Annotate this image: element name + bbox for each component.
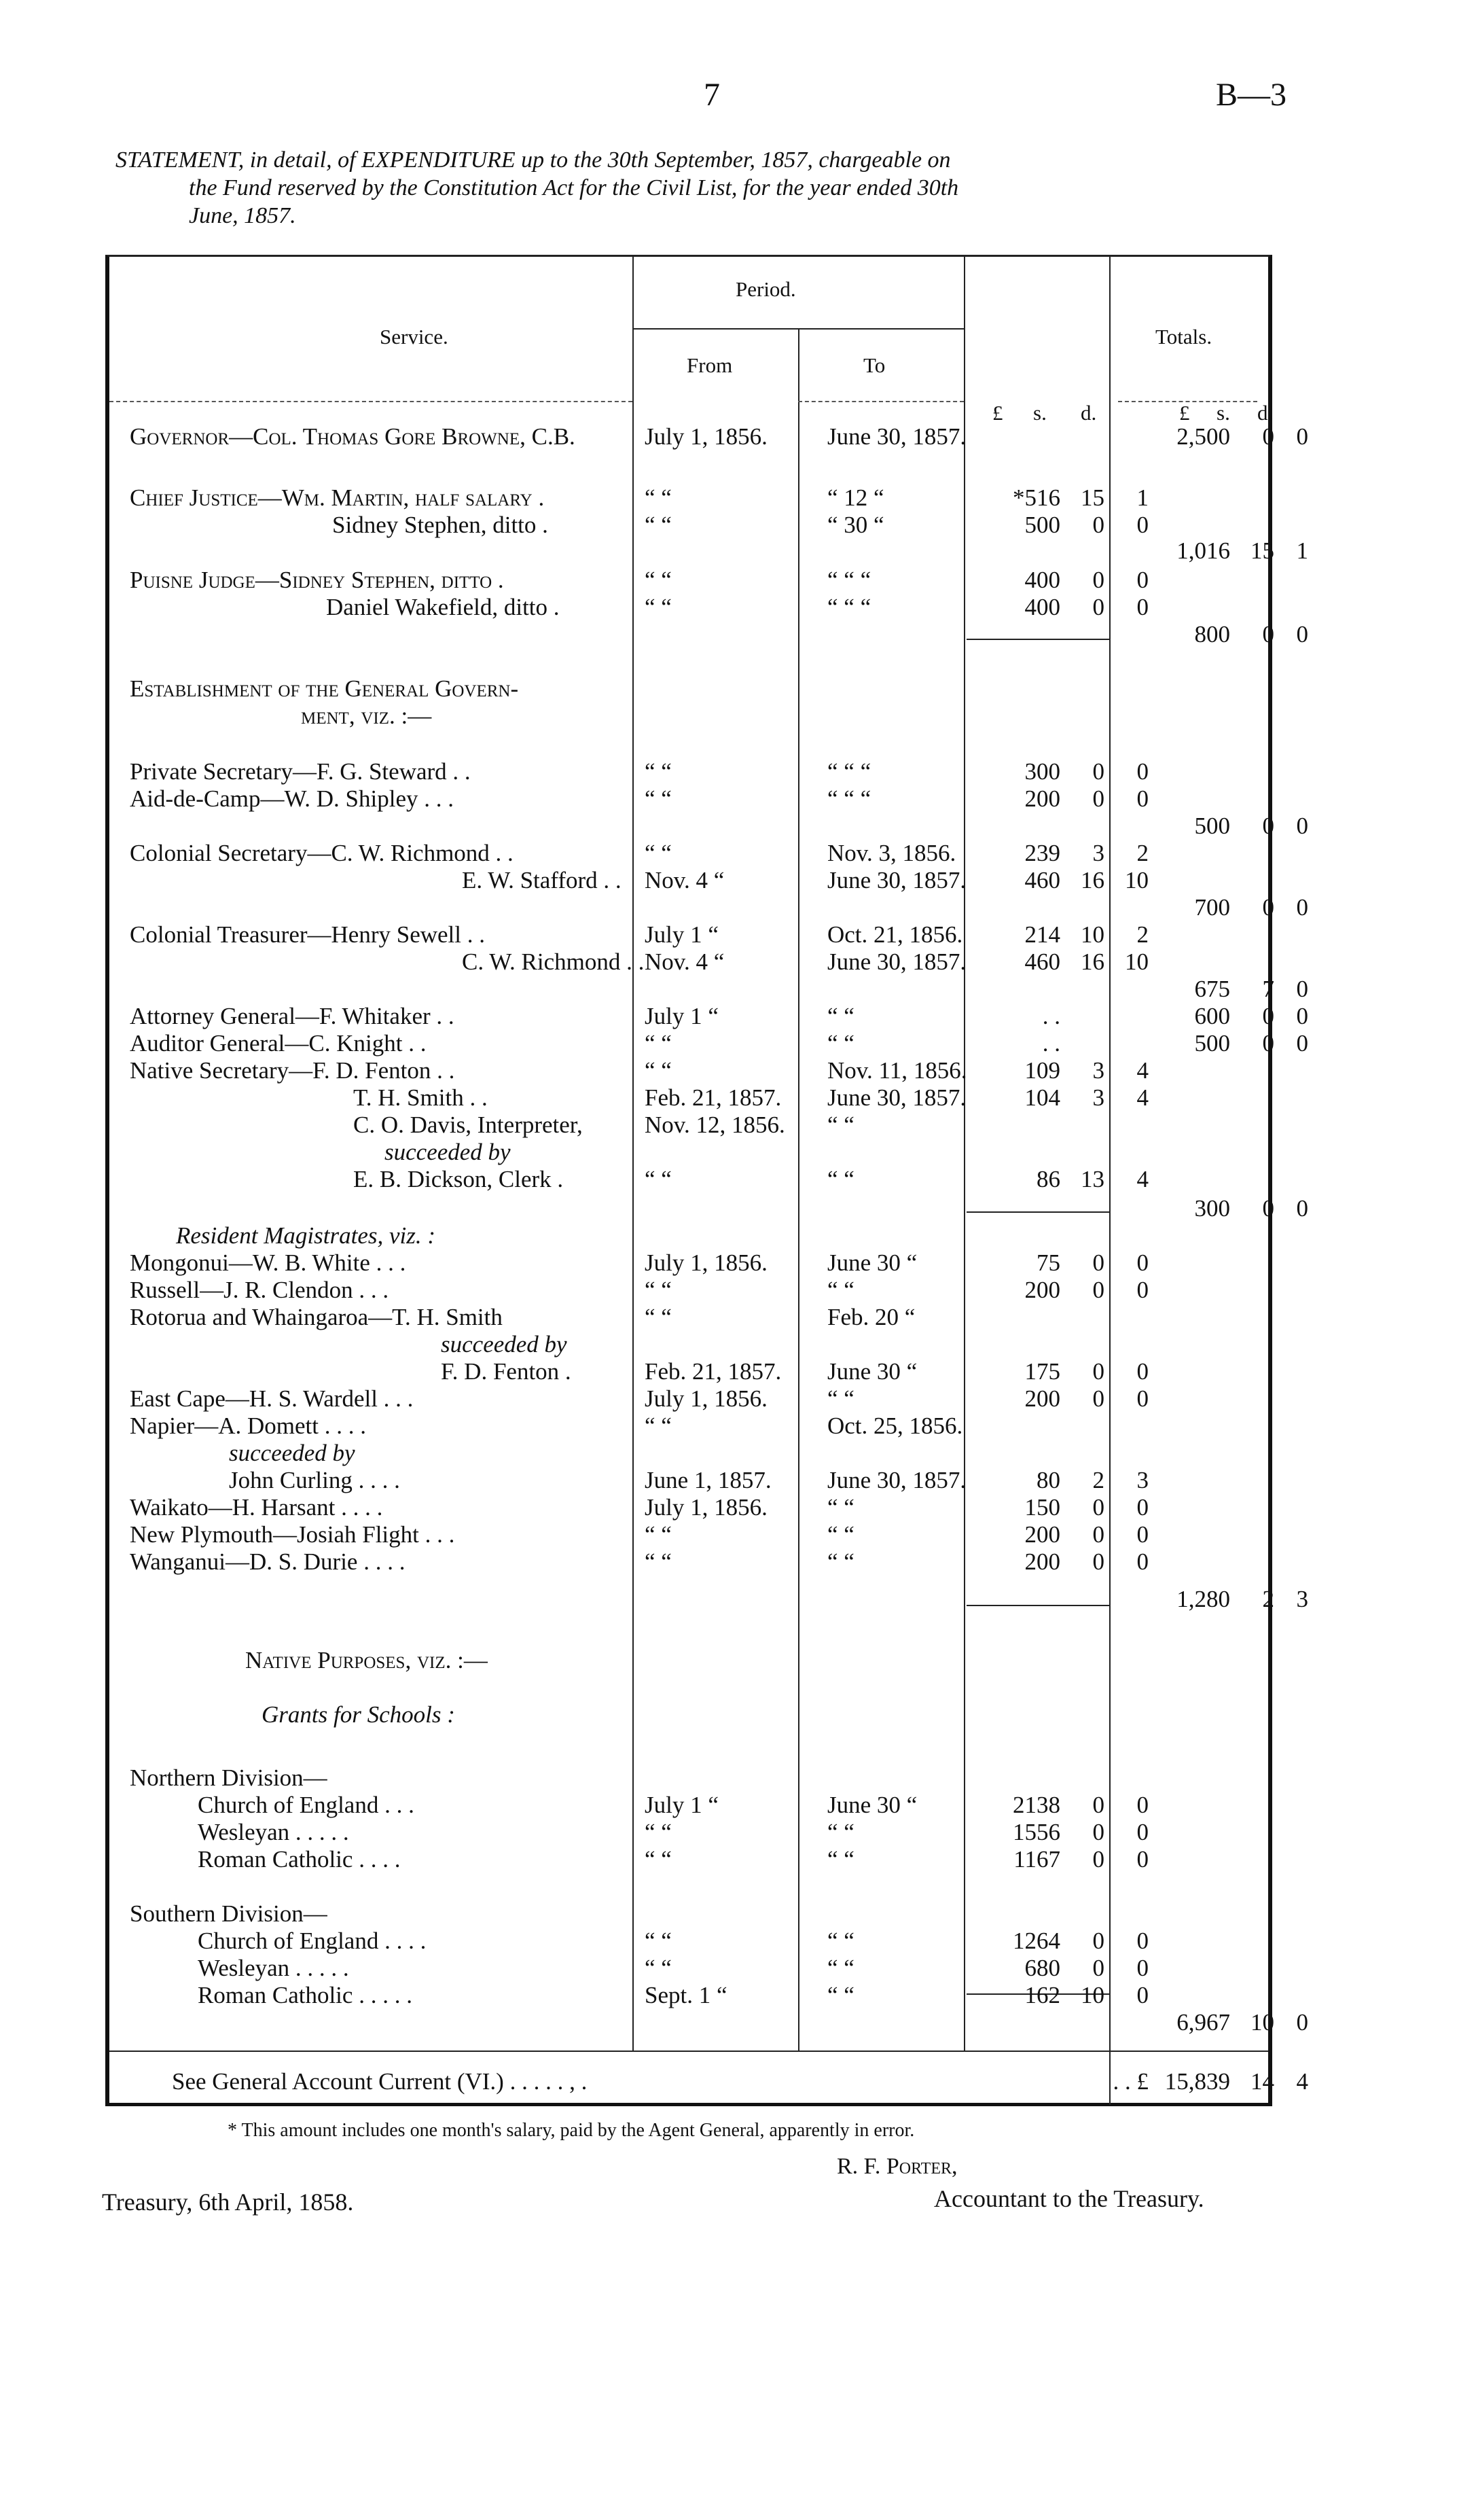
table-row: Aid-de-Camp—W. D. Shipley . . . “ “ “ “ “ 200 0 0	[130, 785, 1149, 812]
rule-total-over	[109, 2051, 1268, 2052]
table-row: 1,016 15 1	[1176, 537, 1308, 564]
header-totals-shillings: s.	[1217, 401, 1230, 425]
header-shillings: s.	[1033, 401, 1047, 425]
document-code: B—3	[1216, 77, 1287, 113]
table-row: Chief Justice—Wm. Martin, half salary . “ “ “ 12 “ *516 15 1	[130, 484, 1149, 511]
table-row: Rotorua and Whaingaroa—T. H. Smith “ “ Feb. 20 “	[130, 1304, 916, 1330]
rule-to-under	[798, 401, 964, 402]
header-totals: Totals.	[1155, 325, 1212, 349]
table-row: Sidney Stephen, ditto . “ “ “ 30 “ 500 0 0	[332, 512, 1149, 538]
table-row: Church of England . . . . “ “ “ “ 1264 0 0	[198, 1928, 1149, 1954]
table-row: Wanganui—D. S. Durie . . . . “ “ “ “ 200 0 0	[130, 1548, 1149, 1575]
table-row: Colonial Treasurer—Henry Sewell . . July 1 “ Oct. 21, 1856. 214 10 2	[130, 921, 1149, 948]
table-row: Roman Catholic . . . . “ “ “ “ 1167 0 0	[198, 1846, 1149, 1873]
table-row: 500 0 0	[1194, 813, 1308, 839]
header-totals-pence: d.	[1257, 401, 1274, 425]
rule-period-under	[632, 328, 964, 330]
table-row: 300 0 0	[1194, 1195, 1308, 1222]
title-line-3: June, 1857.	[189, 203, 296, 228]
table-row: Roman Catholic . . . . . Sept. 1 “ “ “ 162 10 0	[198, 1982, 1149, 2008]
table-row: 675 7 0	[1194, 976, 1308, 1002]
header-pence: d.	[1081, 401, 1097, 425]
footnote: * This amount includes one month's salary, paid by the Agent General, apparently in error.	[228, 2120, 915, 2141]
table-row: Grants for Schools :	[262, 1701, 455, 1728]
table-row: Church of England . . . July 1 “ June 30 “ 2138 0 0	[198, 1792, 1149, 1818]
place-date: Treasury, 6th April, 1858.	[102, 2188, 354, 2216]
table-row: E. B. Dickson, Clerk . “ “ “ “ 86 13 4	[353, 1166, 1149, 1192]
table-row: Attorney General—F. Whitaker . . July 1 “ “ “ . . 600 0 0	[130, 1003, 1308, 1029]
rule-service-under	[109, 401, 632, 402]
table-row: Northern Division—	[130, 1764, 327, 1791]
signatory-role: Accountant to the Treasury.	[934, 2185, 1204, 2212]
table-row: Waikato—H. Harsant . . . . July 1, 1856. “ “ 150 0 0	[130, 1494, 1149, 1521]
table-row: succeeded by	[384, 1139, 511, 1165]
table-row: Auditor General—C. Knight . . “ “ “ “ . . 500 0 0	[130, 1030, 1308, 1057]
table-row: succeeded by	[441, 1331, 567, 1357]
table-row: succeeded by	[229, 1440, 355, 1466]
header-pounds: £	[992, 401, 1003, 425]
header-from: From	[687, 353, 733, 377]
table-row: 800 0 0	[1194, 621, 1308, 647]
table-row: Daniel Wakefield, ditto . “ “ “ “ “ 400 0 0	[326, 594, 1149, 620]
table-row: Mongonui—W. B. White . . . July 1, 1856. June 30 “ 75 0 0	[130, 1249, 1149, 1276]
table-row: John Curling . . . . June 1, 1857. June 30, 1857. 80 2 3	[229, 1467, 1149, 1493]
statement-title	[115, 146, 1282, 230]
header-period: Period.	[736, 277, 796, 301]
table-row: New Plymouth—Josiah Flight . . . “ “ “ “ 200 0 0	[130, 1521, 1149, 1548]
table-row: East Cape—H. S. Wardell . . . July 1, 1856. “ “ 200 0 0	[130, 1385, 1149, 1412]
table-row: 6,967 10 0	[1176, 2009, 1308, 2036]
table-row: Colonial Secretary—C. W. Richmond . . “ “ Nov. 3, 1856. 239 3 2	[130, 840, 1149, 866]
expenditure-table	[105, 255, 1308, 2106]
grand-total-row: See General Account Current (VI.) . . . . . , . . . £ 15,839 14 4	[172, 2068, 1308, 2095]
table-row: C. W. Richmond . . Nov. 4 “ June 30, 1857. 460 16 10	[462, 948, 1149, 975]
table-row: C. O. Davis, Interpreter, Nov. 12, 1856. “ “	[353, 1112, 854, 1138]
table-row: Wesleyan . . . . . “ “ “ “ 680 0 0	[198, 1955, 1149, 1981]
table-row: Southern Division—	[130, 1900, 327, 1927]
table-row: Russell—J. R. Clendon . . . “ “ “ “ 200 0 0	[130, 1277, 1149, 1303]
table-row: Establishment of the General Govern-	[130, 675, 519, 702]
table-row: Napier—A. Domett . . . . “ “ Oct. 25, 1856.	[130, 1413, 963, 1439]
table-row: E. W. Stafford . . Nov. 4 “ June 30, 1857. 460 16 10	[462, 867, 1149, 893]
rule-totals-under	[1118, 401, 1257, 402]
header-to: To	[863, 353, 886, 377]
table-row: Native Purposes, viz. :—	[245, 1647, 488, 1673]
table-row: 1,280 2 3	[1176, 1586, 1308, 1612]
table-row: Puisne Judge—Sidney Stephen, ditto . “ “ “ “ “ 400 0 0	[130, 567, 1149, 593]
table-row: 700 0 0	[1194, 894, 1308, 921]
table-row: Wesleyan . . . . . “ “ “ “ 1556 0 0	[198, 1819, 1149, 1845]
header-totals-pounds: £	[1179, 401, 1190, 425]
table-row: Private Secretary—F. G. Steward . . “ “ “ “ “ 300 0 0	[130, 758, 1149, 785]
table-row: Resident Magistrates, viz. :	[176, 1222, 436, 1249]
header-service: Service.	[380, 325, 448, 349]
table-row: T. H. Smith . . Feb. 21, 1857. June 30, 1857. 104 3 4	[353, 1084, 1149, 1111]
page-number: 7	[704, 77, 720, 113]
table-row: Governor—Col. Thomas Gore Browne, C.B. July 1, 1856. June 30, 1857. 2,500 0 0	[130, 423, 1308, 450]
table-row: ment, viz. :—	[301, 703, 432, 729]
table-row: F. D. Fenton . Feb. 21, 1857. June 30 “ 175 0 0	[441, 1358, 1149, 1385]
table-row: Native Secretary—F. D. Fenton . . “ “ Nov. 11, 1856. 109 3 4	[130, 1057, 1149, 1084]
title-line-2: the Fund reserved by the Constitution Act for the Civil List, for the year ended 30th	[189, 175, 959, 200]
title-line-1: STATEMENT, in detail, of EXPENDITURE up to the 30th September, 1857, chargeable on	[115, 147, 951, 173]
signatory-name: R. F. Porter,	[837, 2154, 958, 2179]
